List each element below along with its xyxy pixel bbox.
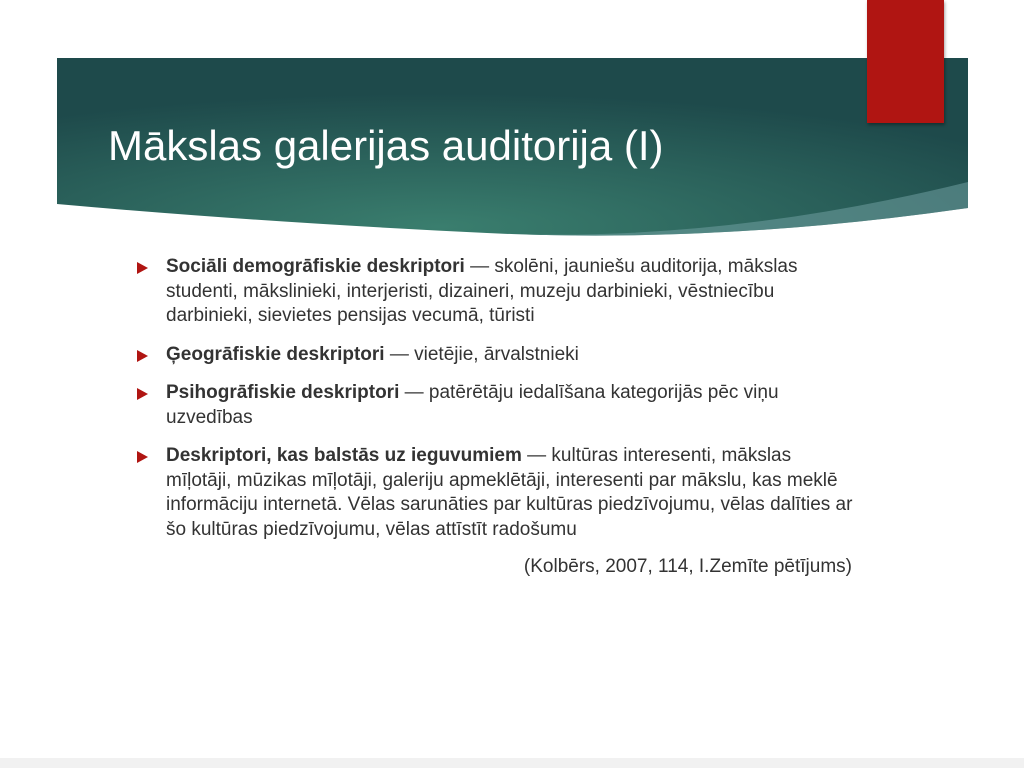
footer-strip bbox=[0, 758, 1024, 768]
red-accent-block bbox=[867, 0, 944, 123]
triangle-bullet-icon bbox=[137, 350, 148, 362]
bullet-text: — patērētāju iedalīšana kategorijās pēc viņu uzvedības bbox=[166, 382, 779, 428]
bullet-term: Sociāli demogrāfiskie deskriptori bbox=[166, 256, 465, 277]
citation: (Kolbērs, 2007, 114, I.Zemīte pētījums) bbox=[523, 556, 852, 577]
bullet-text: — kultūras interesenti, mākslas mīļotāji, mūzikas mīļotāji, galeriju apmeklētāji, interesenti par mākslu, kas meklē informāciju internetā. Vēlas sarunāties par kultūras piedzīvojumu, vēlas dalīties ar šo kultūras piedzīvojumu, vēlas attīstīt radošumu bbox=[166, 445, 853, 540]
bullet-item-geographic bbox=[136, 343, 856, 368]
slide-content bbox=[136, 255, 856, 580]
triangle-bullet-icon bbox=[137, 262, 148, 274]
slide-title: Mākslas galerijas auditorija (I) bbox=[108, 122, 664, 169]
bullet-item-socio-demographic bbox=[136, 255, 856, 329]
bullet-term: Deskriptori, kas balstās uz ieguvumiem bbox=[166, 445, 522, 466]
bullet-item-psychographic bbox=[136, 381, 856, 430]
triangle-bullet-icon bbox=[137, 451, 148, 463]
bullet-item-benefits bbox=[136, 444, 856, 542]
triangle-bullet-icon bbox=[137, 388, 148, 400]
bullet-term: Ģeogrāfiskie deskriptori bbox=[166, 343, 385, 365]
bullet-text: — skolēni, jauniešu auditorija, mākslas studenti, mākslinieki, interjeristi, dizaineri, muzeju darbinieki, vēstniecību darbinieki, sievietes pensijas vecumā, tūristi bbox=[166, 256, 798, 326]
bullet-text: — vietējie, ārvalstnieki bbox=[384, 343, 579, 365]
bullet-list bbox=[136, 255, 856, 542]
bullet-term: Psihogrāfiskie deskriptori bbox=[166, 382, 400, 403]
